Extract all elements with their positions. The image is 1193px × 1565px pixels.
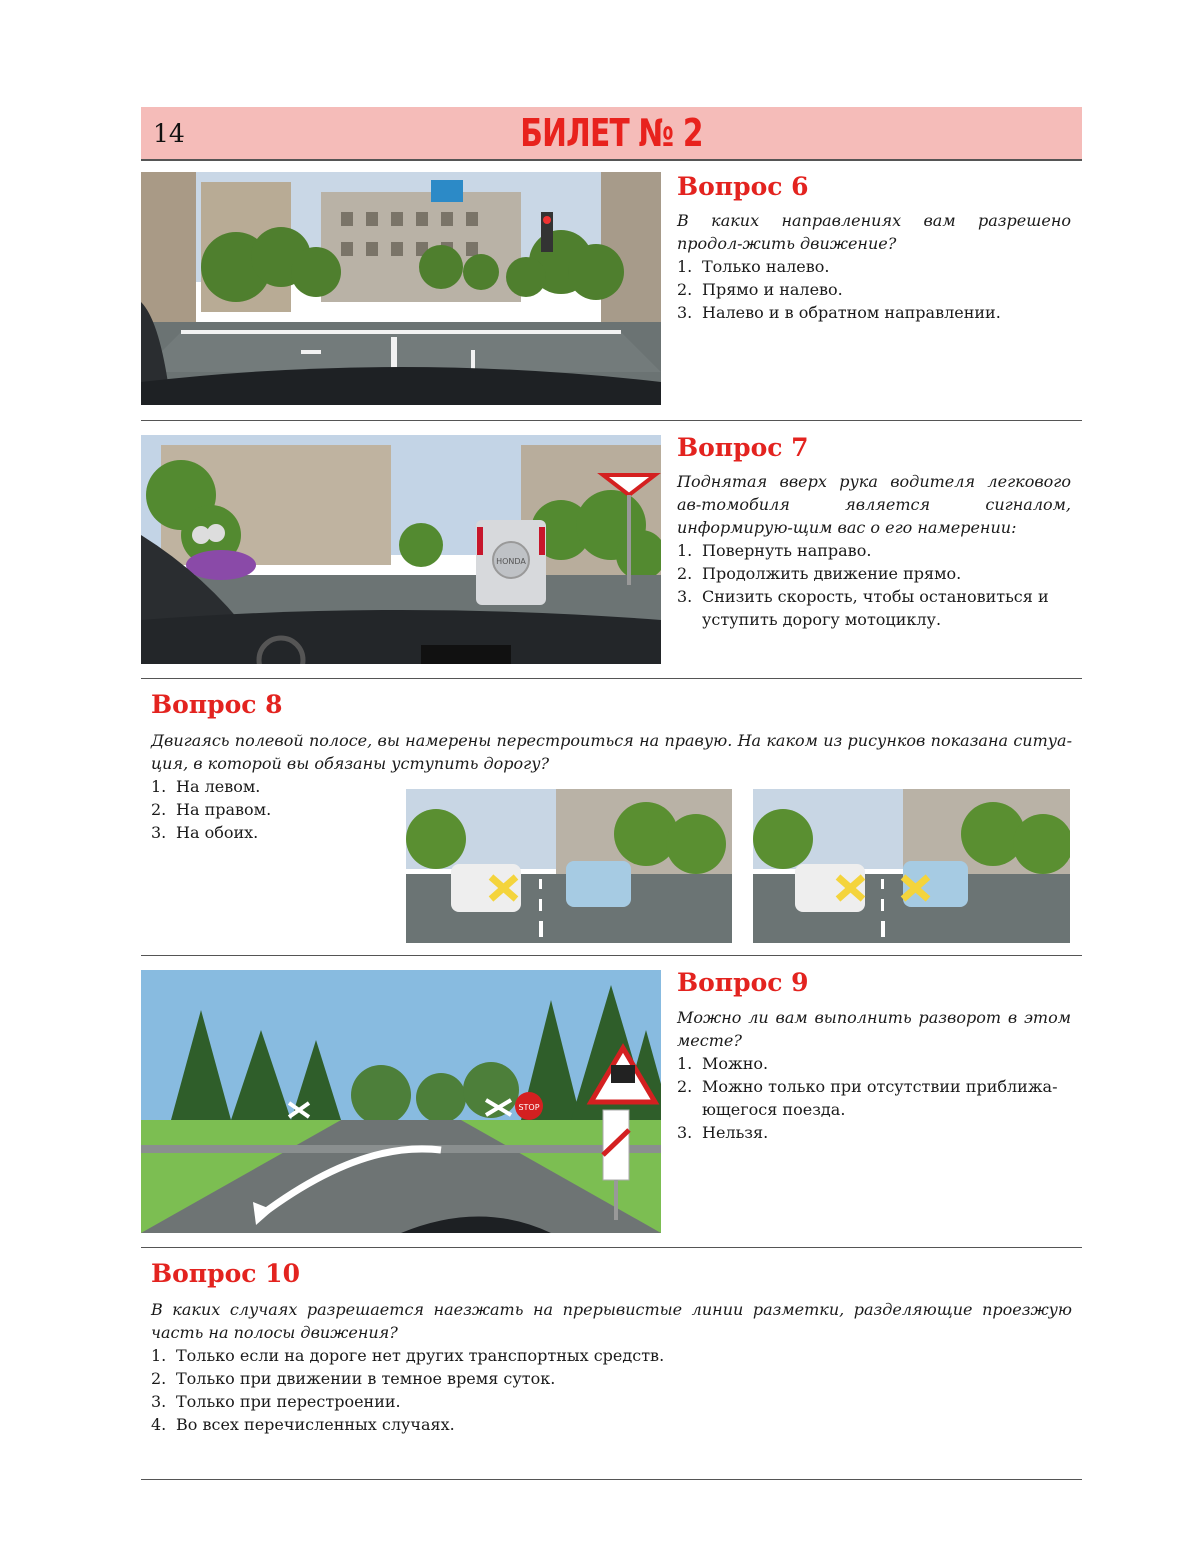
q9-answer-1[interactable]: 1. Можно. — [677, 1054, 769, 1073]
honda-badge: HONDA — [496, 557, 526, 566]
page-header — [141, 107, 1082, 161]
q6-answer-2[interactable]: 2. Прямо и налево. — [677, 280, 843, 299]
q10-answer-2[interactable]: 2. Только при движении в темное время суток. — [151, 1369, 556, 1388]
ticket-title: БИЛЕТ № 2 — [520, 111, 703, 155]
q8-answer-3[interactable]: 3. На обоих. — [151, 823, 259, 842]
q9-answer-2[interactable]: 2. Можно только при отсутствии приближа-ющегося поезда. — [677, 1077, 1058, 1119]
q6-answer-list — [677, 255, 1071, 324]
q8-title: Вопрос 8 — [151, 690, 283, 719]
divider — [141, 678, 1082, 679]
q10-answer-3[interactable]: 3. Только при перестроении. — [151, 1392, 401, 1411]
q10-answer-list — [151, 1344, 1072, 1436]
q9-answer-3[interactable]: 3. Нельзя. — [677, 1123, 769, 1142]
q9-answer-list — [677, 1052, 1071, 1144]
q10-title: Вопрос 10 — [151, 1259, 300, 1288]
q7-answer-list — [677, 539, 1071, 631]
q9-illustration — [141, 970, 661, 1233]
q7-answer-3[interactable]: 3. Снизить скорость, чтобы остановиться и уступить дорогу мотоциклу. — [677, 587, 1049, 629]
q6-answer-1[interactable]: 1. Только налево. — [677, 257, 830, 276]
q6-question-text: В каких направлениях вам разрешено продол-жить движение? — [677, 211, 1071, 253]
q10-answer-4[interactable]: 4. Во всех перечисленных случаях. — [151, 1415, 455, 1434]
divider — [141, 955, 1082, 956]
divider — [141, 420, 1082, 421]
q7-title: Вопрос 7 — [677, 433, 809, 462]
divider — [141, 1247, 1082, 1248]
page-number: 14 — [153, 119, 185, 148]
q8-question-text: Двигаясь полевой полосе, вы намерены перестроиться на правую. На каком из рисунков показана ситуа-ция, в которой вы обязаны уступить дорогу? — [151, 731, 1072, 773]
q8-right-illustration — [753, 789, 1070, 943]
q8-answer-list — [151, 775, 391, 844]
q7-illustration — [141, 435, 661, 664]
q7-answer-1[interactable]: 1. Повернуть направо. — [677, 541, 872, 560]
q6-answer-3[interactable]: 3. Налево и в обратном направлении. — [677, 303, 1001, 322]
footer-divider — [141, 1479, 1082, 1480]
stop-sign-text: STOP — [518, 1103, 540, 1112]
q10-question-text: В каких случаях разрешается наезжать на прерывистые линии разметки, разделяющие проезжую часть на полосы движения? — [151, 1300, 1072, 1342]
q10-answer-1[interactable]: 1. Только если на дороге нет других транспортных средств. — [151, 1346, 665, 1365]
q9-title: Вопрос 9 — [677, 968, 809, 997]
q8-left-illustration — [406, 789, 732, 943]
q8-answer-1[interactable]: 1. На левом. — [151, 777, 261, 796]
q6-title: Вопрос 6 — [677, 172, 809, 201]
q6-illustration — [141, 172, 661, 405]
q9-question-text: Можно ли вам выполнить разворот в этом месте? — [677, 1008, 1071, 1050]
q7-answer-2[interactable]: 2. Продолжить движение прямо. — [677, 564, 962, 583]
q7-question-text: Поднятая вверх рука водителя легкового ав-томобиля является сигналом, информирую-щим вас о его намерении: — [677, 472, 1071, 537]
q8-answer-2[interactable]: 2. На правом. — [151, 800, 272, 819]
